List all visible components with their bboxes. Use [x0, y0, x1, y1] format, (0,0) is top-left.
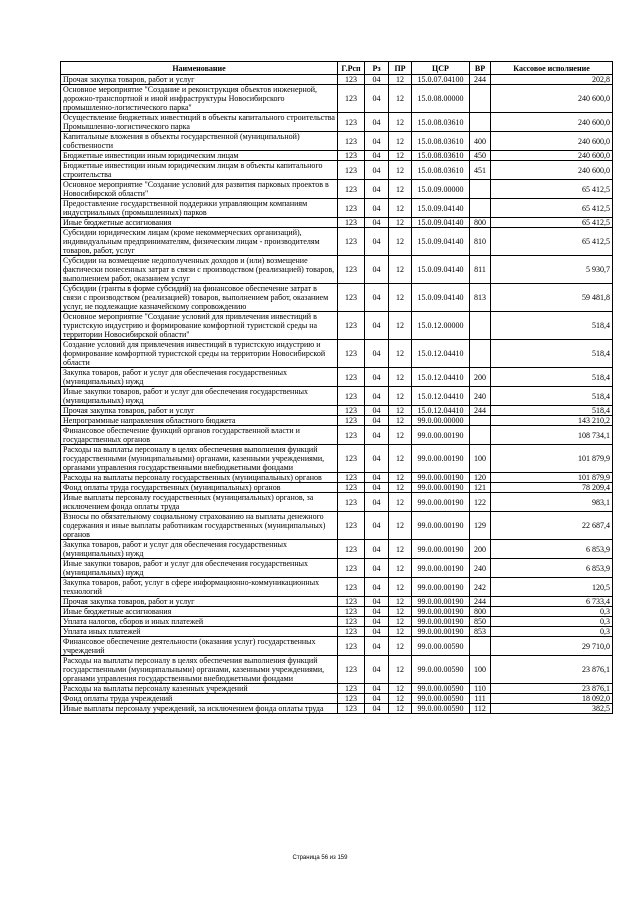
cell-csr: 15.0.08.03610	[412, 151, 470, 161]
table-row	[61, 627, 613, 637]
cell-vr	[470, 113, 491, 132]
table-row	[61, 512, 613, 540]
cell-amount: 101 879,9	[491, 445, 613, 473]
cell-pr: 12	[389, 284, 412, 312]
cell-grbs: 123	[338, 559, 365, 578]
cell-grbs: 123	[338, 473, 365, 483]
cell-rz: 04	[365, 627, 389, 637]
cell-rz: 04	[365, 284, 389, 312]
table-row	[61, 597, 613, 607]
cell-rz: 04	[365, 132, 389, 151]
table-row	[61, 684, 613, 694]
cell-amount: 518,4	[491, 387, 613, 406]
cell-rz: 04	[365, 512, 389, 540]
cell-csr: 15.0.08.03610	[412, 113, 470, 132]
cell-grbs: 123	[338, 218, 365, 228]
cell-csr: 15.0.12.04410	[412, 340, 470, 368]
cell-name: Закупка товаров, работ и услуг для обеспечения государственных (муниципальных) нужд	[61, 540, 338, 559]
table-row	[61, 368, 613, 387]
cell-name: Субсидии на возмещение недополученных доходов и (или) возмещение фактически понесенных затрат в связи с производством (реализацией) товаров, выполнением работ, оказанием услуг	[61, 256, 338, 284]
cell-vr	[470, 180, 491, 199]
cell-csr: 15.0.07.04100	[412, 75, 470, 85]
cell-csr: 15.0.12.04410	[412, 406, 470, 416]
cell-grbs: 123	[338, 180, 365, 199]
cell-grbs: 123	[338, 656, 365, 684]
cell-name: Бюджетные инвестиции иным юридическим лицам в объекты капитального строительства	[61, 161, 338, 180]
cell-rz: 04	[365, 426, 389, 445]
cell-grbs: 123	[338, 387, 365, 406]
cell-amount: 65 412,5	[491, 199, 613, 218]
table-row	[61, 113, 613, 132]
cell-pr: 12	[389, 483, 412, 493]
cell-csr: 15.0.09.04140	[412, 199, 470, 218]
cell-rz: 04	[365, 387, 389, 406]
table-row	[61, 312, 613, 340]
table-row	[61, 426, 613, 445]
cell-name: Создание условий для привлечения инвестиций в туристскую индустрию и формирование комфортной туристской среды на территории Новосибирской области	[61, 340, 338, 368]
cell-amount: 240 600,0	[491, 85, 613, 113]
cell-pr: 12	[389, 578, 412, 597]
cell-name: Предоставление государственной поддержки управляющим компаниям индустриальных (промышленных) парков	[61, 199, 338, 218]
cell-grbs: 123	[338, 694, 365, 704]
cell-name: Уплата налогов, сборов и иных платежей	[61, 617, 338, 627]
cell-amount: 6 733,4	[491, 597, 613, 607]
table-row	[61, 406, 613, 416]
cell-csr: 99.0.00.00590	[412, 684, 470, 694]
cell-vr	[470, 416, 491, 426]
cell-pr: 12	[389, 559, 412, 578]
cell-pr: 12	[389, 199, 412, 218]
table-row	[61, 656, 613, 684]
cell-csr: 15.0.09.04140	[412, 284, 470, 312]
cell-csr: 99.0.00.00190	[412, 445, 470, 473]
cell-rz: 04	[365, 597, 389, 607]
cell-rz: 04	[365, 340, 389, 368]
cell-amount: 518,4	[491, 368, 613, 387]
cell-csr: 99.0.00.00190	[412, 607, 470, 617]
table-row	[61, 387, 613, 406]
table-row	[61, 578, 613, 597]
cell-vr: 244	[470, 597, 491, 607]
cell-csr: 99.0.00.00190	[412, 512, 470, 540]
cell-csr: 99.0.00.00190	[412, 578, 470, 597]
cell-pr: 12	[389, 684, 412, 694]
cell-rz: 04	[365, 473, 389, 483]
cell-vr: 450	[470, 151, 491, 161]
cell-pr: 12	[389, 75, 412, 85]
cell-pr: 12	[389, 694, 412, 704]
cell-amount: 382,5	[491, 704, 613, 714]
cell-csr: 15.0.12.04410	[412, 387, 470, 406]
cell-grbs: 123	[338, 617, 365, 627]
cell-csr: 15.0.08.03610	[412, 161, 470, 180]
cell-grbs: 123	[338, 312, 365, 340]
cell-amount: 23 876,1	[491, 656, 613, 684]
cell-rz: 04	[365, 218, 389, 228]
cell-vr: 200	[470, 368, 491, 387]
cell-pr: 12	[389, 540, 412, 559]
cell-rz: 04	[365, 199, 389, 218]
cell-grbs: 123	[338, 368, 365, 387]
table-row	[61, 704, 613, 714]
cell-csr: 99.0.00.00190	[412, 617, 470, 627]
table-row	[61, 256, 613, 284]
cell-grbs: 123	[338, 85, 365, 113]
cell-name: Прочая закупка товаров, работ и услуг	[61, 75, 338, 85]
cell-amount: 6 853,9	[491, 559, 613, 578]
cell-pr: 12	[389, 256, 412, 284]
cell-pr: 12	[389, 627, 412, 637]
cell-amount: 0,3	[491, 617, 613, 627]
cell-name: Основное мероприятие "Создание условий для привлечения инвестиций в туристскую индустрию и формирование комфортной туристской среды на территории Новосибирской области"	[61, 312, 338, 340]
cell-rz: 04	[365, 75, 389, 85]
cell-csr: 15.0.09.04140	[412, 256, 470, 284]
cell-rz: 04	[365, 368, 389, 387]
cell-csr: 15.0.09.00000	[412, 180, 470, 199]
table-row	[61, 284, 613, 312]
cell-amount: 65 412,5	[491, 180, 613, 199]
cell-csr: 99.0.00.00190	[412, 597, 470, 607]
cell-grbs: 123	[338, 113, 365, 132]
cell-rz: 04	[365, 312, 389, 340]
header-csr: ЦСР	[412, 62, 470, 75]
cell-pr: 12	[389, 228, 412, 256]
cell-amount: 23 876,1	[491, 684, 613, 694]
cell-grbs: 123	[338, 597, 365, 607]
cell-vr	[470, 312, 491, 340]
cell-csr: 99.0.00.00190	[412, 483, 470, 493]
cell-rz: 04	[365, 161, 389, 180]
cell-name: Прочая закупка товаров, работ и услуг	[61, 597, 338, 607]
cell-vr: 853	[470, 627, 491, 637]
cell-name: Иные закупки товаров, работ и услуг для обеспечения государственных (муниципальных) нужд	[61, 559, 338, 578]
cell-rz: 04	[365, 704, 389, 714]
cell-csr: 99.0.00.00590	[412, 694, 470, 704]
cell-name: Расходы на выплаты персоналу в целях обеспечения выполнения функций государственными (муниципальными) органами, казенными учреждениями, органами управления государственными внебюджетными фондами	[61, 656, 338, 684]
cell-amount: 0,3	[491, 627, 613, 637]
cell-amount: 65 412,5	[491, 218, 613, 228]
cell-amount: 5 930,7	[491, 256, 613, 284]
cell-grbs: 123	[338, 607, 365, 617]
table-body	[61, 75, 613, 714]
cell-name: Непрограммные направления областного бюджета	[61, 416, 338, 426]
cell-name: Прочая закупка товаров, работ и услуг	[61, 406, 338, 416]
table-row	[61, 218, 613, 228]
cell-vr: 811	[470, 256, 491, 284]
cell-rz: 04	[365, 540, 389, 559]
cell-rz: 04	[365, 151, 389, 161]
table-row	[61, 617, 613, 627]
cell-csr: 99.0.00.00190	[412, 559, 470, 578]
cell-rz: 04	[365, 445, 389, 473]
header-name: Наименование	[61, 62, 338, 75]
cell-amount: 518,4	[491, 340, 613, 368]
cell-name: Закупка товаров, работ и услуг для обеспечения государственных (муниципальных) нужд	[61, 368, 338, 387]
header-vr: ВР	[470, 62, 491, 75]
cell-name: Субсидии юридическим лицам (кроме некоммерческих организаций), индивидуальным предпринимателям, физическим лицам - производителям товаров, работ, услуг	[61, 228, 338, 256]
cell-name: Закупка товаров, работ, услуг в сфере информационно-коммуникационных технологий	[61, 578, 338, 597]
table-row	[61, 559, 613, 578]
cell-vr: 122	[470, 493, 491, 512]
cell-vr: 813	[470, 284, 491, 312]
cell-csr: 99.0.00.00190	[412, 493, 470, 512]
table-row	[61, 180, 613, 199]
cell-amount: 6 853,9	[491, 540, 613, 559]
cell-amount: 983,1	[491, 493, 613, 512]
cell-vr: 850	[470, 617, 491, 627]
cell-pr: 12	[389, 473, 412, 483]
table-row	[61, 199, 613, 218]
cell-pr: 12	[389, 312, 412, 340]
table-row	[61, 607, 613, 617]
cell-vr: 240	[470, 559, 491, 578]
cell-vr: 800	[470, 218, 491, 228]
cell-amount: 18 092,0	[491, 694, 613, 704]
table-row	[61, 161, 613, 180]
cell-vr	[470, 199, 491, 218]
cell-grbs: 123	[338, 445, 365, 473]
cell-amount: 518,4	[491, 406, 613, 416]
cell-pr: 12	[389, 426, 412, 445]
cell-rz: 04	[365, 559, 389, 578]
cell-rz: 04	[365, 637, 389, 656]
cell-vr	[470, 340, 491, 368]
budget-table	[60, 61, 613, 714]
cell-name: Расходы на выплаты персоналу казенных учреждений	[61, 684, 338, 694]
cell-name: Иные закупки товаров, работ и услуг для обеспечения государственных (муниципальных) нужд	[61, 387, 338, 406]
cell-grbs: 123	[338, 228, 365, 256]
cell-vr: 810	[470, 228, 491, 256]
cell-csr: 99.0.00.00190	[412, 426, 470, 445]
table-header-row	[61, 62, 613, 75]
cell-name: Финансовое обеспечение деятельности (оказания услуг) государственных учреждений	[61, 637, 338, 656]
cell-csr: 99.0.00.00190	[412, 627, 470, 637]
cell-amount: 108 734,1	[491, 426, 613, 445]
page-number: Страница 56 из 159	[292, 855, 348, 861]
cell-pr: 12	[389, 340, 412, 368]
cell-pr: 12	[389, 656, 412, 684]
cell-rz: 04	[365, 607, 389, 617]
cell-grbs: 123	[338, 426, 365, 445]
cell-csr: 15.0.09.04140	[412, 218, 470, 228]
cell-amount: 240 600,0	[491, 161, 613, 180]
cell-amount: 240 600,0	[491, 132, 613, 151]
table-row	[61, 483, 613, 493]
header-cash-execution: Кассовое исполнение	[491, 62, 613, 75]
cell-grbs: 123	[338, 578, 365, 597]
cell-vr: 800	[470, 607, 491, 617]
cell-pr: 12	[389, 161, 412, 180]
cell-pr: 12	[389, 180, 412, 199]
cell-pr: 12	[389, 704, 412, 714]
table-row	[61, 228, 613, 256]
cell-grbs: 123	[338, 151, 365, 161]
cell-name: Бюджетные инвестиции иным юридическим лицам	[61, 151, 338, 161]
cell-amount: 0,3	[491, 607, 613, 617]
cell-vr: 400	[470, 132, 491, 151]
cell-amount: 518,4	[491, 312, 613, 340]
cell-name: Расходы на выплаты персоналу в целях обеспечения выполнения функций государственными (муниципальными) органами, казенными учреждениями, органами управления государственными внебюджетными фондами	[61, 445, 338, 473]
cell-vr	[470, 637, 491, 656]
cell-grbs: 123	[338, 75, 365, 85]
cell-pr: 12	[389, 387, 412, 406]
cell-amount: 65 412,5	[491, 228, 613, 256]
cell-rz: 04	[365, 416, 389, 426]
cell-name: Уплата иных платежей	[61, 627, 338, 637]
cell-csr: 15.0.09.04140	[412, 228, 470, 256]
cell-csr: 15.0.08.00000	[412, 85, 470, 113]
cell-pr: 12	[389, 113, 412, 132]
cell-csr: 99.0.00.00190	[412, 540, 470, 559]
cell-rz: 04	[365, 406, 389, 416]
cell-grbs: 123	[338, 483, 365, 493]
cell-rz: 04	[365, 493, 389, 512]
cell-pr: 12	[389, 637, 412, 656]
cell-name: Основное мероприятие "Создание и реконструкция объектов инженерной, дорожно-транспортной и иной инфраструктуры Новосибирского промышленно-логистического парка"	[61, 85, 338, 113]
cell-rz: 04	[365, 656, 389, 684]
cell-pr: 12	[389, 512, 412, 540]
cell-vr: 111	[470, 694, 491, 704]
cell-grbs: 123	[338, 704, 365, 714]
cell-vr	[470, 426, 491, 445]
cell-grbs: 123	[338, 637, 365, 656]
cell-amount: 202,8	[491, 75, 613, 85]
cell-vr: 100	[470, 445, 491, 473]
cell-amount: 143 210,2	[491, 416, 613, 426]
cell-grbs: 123	[338, 684, 365, 694]
cell-vr: 121	[470, 483, 491, 493]
table-row	[61, 473, 613, 483]
cell-pr: 12	[389, 607, 412, 617]
cell-amount: 22 687,4	[491, 512, 613, 540]
table-row	[61, 75, 613, 85]
cell-pr: 12	[389, 493, 412, 512]
table-row	[61, 340, 613, 368]
table-row	[61, 416, 613, 426]
header-pr: ПР	[389, 62, 412, 75]
cell-grbs: 123	[338, 406, 365, 416]
cell-pr: 12	[389, 132, 412, 151]
table-row	[61, 151, 613, 161]
cell-name: Осуществление бюджетных инвестиций в объекты капитального строительства Промышленно-логистического парка	[61, 113, 338, 132]
cell-name: Иные выплаты персоналу учреждений, за исключением фонда оплаты труда	[61, 704, 338, 714]
cell-vr	[470, 85, 491, 113]
cell-rz: 04	[365, 617, 389, 627]
cell-amount: 240 600,0	[491, 113, 613, 132]
cell-rz: 04	[365, 483, 389, 493]
cell-vr: 244	[470, 75, 491, 85]
cell-grbs: 123	[338, 284, 365, 312]
cell-grbs: 123	[338, 512, 365, 540]
cell-grbs: 123	[338, 493, 365, 512]
cell-name: Субсидии (гранты в форме субсидий) на финансовое обеспечение затрат в связи с производством (реализацией) товаров, выполнением работ, оказанием услуг, не подлежащие казначейскому сопровождению	[61, 284, 338, 312]
cell-csr: 15.0.12.04410	[412, 368, 470, 387]
cell-rz: 04	[365, 180, 389, 199]
cell-vr: 240	[470, 387, 491, 406]
cell-grbs: 123	[338, 199, 365, 218]
cell-vr: 112	[470, 704, 491, 714]
cell-grbs: 123	[338, 416, 365, 426]
cell-vr: 244	[470, 406, 491, 416]
cell-name: Иные бюджетные ассигнования	[61, 607, 338, 617]
cell-rz: 04	[365, 85, 389, 113]
cell-grbs: 123	[338, 627, 365, 637]
cell-csr: 99.0.00.00590	[412, 637, 470, 656]
cell-amount: 59 481,8	[491, 284, 613, 312]
table-row	[61, 132, 613, 151]
cell-rz: 04	[365, 694, 389, 704]
cell-amount: 29 710,0	[491, 637, 613, 656]
cell-vr: 200	[470, 540, 491, 559]
header-grbs: Г.Рсп	[338, 62, 365, 75]
cell-pr: 12	[389, 416, 412, 426]
cell-pr: 12	[389, 406, 412, 416]
cell-amount: 78 209,4	[491, 483, 613, 493]
cell-rz: 04	[365, 256, 389, 284]
cell-pr: 12	[389, 597, 412, 607]
cell-amount: 120,5	[491, 578, 613, 597]
cell-vr: 451	[470, 161, 491, 180]
cell-csr: 99.0.00.00000	[412, 416, 470, 426]
cell-name: Основное мероприятие "Создание условий для развития парковых проектов в Новосибирской области"	[61, 180, 338, 199]
table-row	[61, 540, 613, 559]
cell-amount: 240 600,0	[491, 151, 613, 161]
cell-csr: 99.0.00.00590	[412, 704, 470, 714]
cell-pr: 12	[389, 151, 412, 161]
cell-rz: 04	[365, 578, 389, 597]
cell-vr: 100	[470, 656, 491, 684]
cell-vr: 242	[470, 578, 491, 597]
cell-pr: 12	[389, 617, 412, 627]
cell-pr: 12	[389, 368, 412, 387]
cell-name: Финансовое обеспечение функций органов государственной власти и государственных органов	[61, 426, 338, 445]
table-row	[61, 85, 613, 113]
cell-name: Расходы на выплаты персоналу государственных (муниципальных) органов	[61, 473, 338, 483]
cell-pr: 12	[389, 85, 412, 113]
cell-grbs: 123	[338, 132, 365, 151]
cell-vr: 129	[470, 512, 491, 540]
cell-name: Фонд оплаты труда учреждений	[61, 694, 338, 704]
cell-name: Иные выплаты персоналу государственных (муниципальных) органов, за исключением фонда оплаты труда	[61, 493, 338, 512]
cell-pr: 12	[389, 218, 412, 228]
cell-rz: 04	[365, 113, 389, 132]
cell-rz: 04	[365, 228, 389, 256]
cell-vr: 120	[470, 473, 491, 483]
cell-grbs: 123	[338, 161, 365, 180]
cell-csr: 15.0.08.03610	[412, 132, 470, 151]
cell-name: Капитальные вложения в объекты государственной (муниципальной) собственности	[61, 132, 338, 151]
cell-grbs: 123	[338, 540, 365, 559]
cell-csr: 15.0.12.00000	[412, 312, 470, 340]
header-rz: Рз	[365, 62, 389, 75]
cell-csr: 99.0.00.00590	[412, 656, 470, 684]
cell-csr: 99.0.00.00190	[412, 473, 470, 483]
cell-amount: 101 879,9	[491, 473, 613, 483]
cell-grbs: 123	[338, 256, 365, 284]
cell-rz: 04	[365, 684, 389, 694]
table-row	[61, 637, 613, 656]
cell-name: Фонд оплаты труда государственных (муниципальных) органов	[61, 483, 338, 493]
cell-pr: 12	[389, 445, 412, 473]
table-row	[61, 694, 613, 704]
table-row	[61, 493, 613, 512]
table-row	[61, 445, 613, 473]
cell-vr: 110	[470, 684, 491, 694]
cell-grbs: 123	[338, 340, 365, 368]
cell-name: Иные бюджетные ассигнования	[61, 218, 338, 228]
cell-name: Взносы по обязательному социальному страхованию на выплаты денежного содержания и иные выплаты работникам государственных (муниципальных) органов	[61, 512, 338, 540]
